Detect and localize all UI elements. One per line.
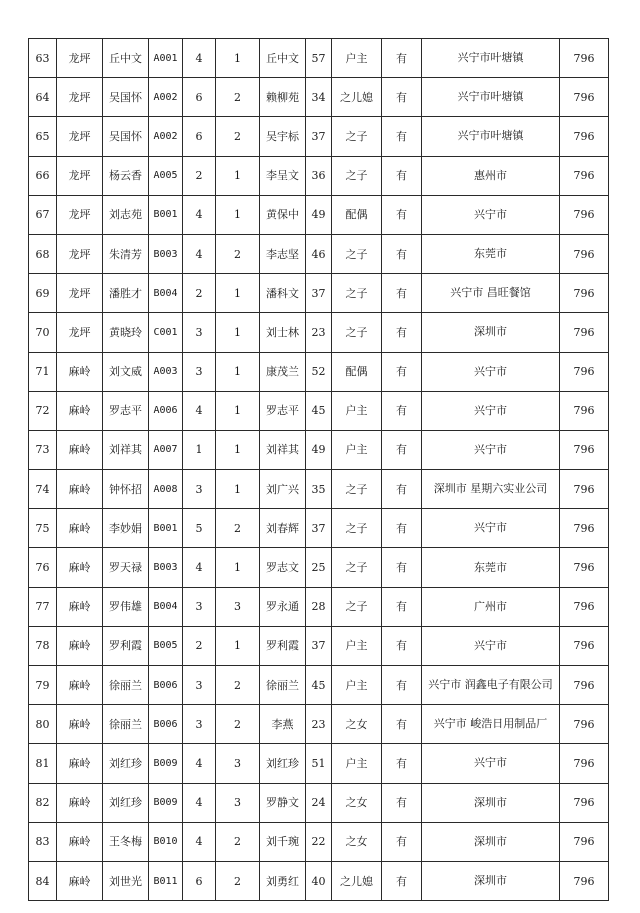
worker-name-cell: 吴宇标 <box>260 117 306 156</box>
age-cell: 37 <box>306 626 332 665</box>
household-size-cell: 4 <box>183 39 216 78</box>
age-cell: 22 <box>306 822 332 861</box>
household-size-cell: 4 <box>183 744 216 783</box>
workplace-cell: 兴宁市叶塘镇 <box>422 78 560 117</box>
household-head-cell: 钟怀招 <box>103 470 149 509</box>
workplace-cell: 惠州市 <box>422 156 560 195</box>
age-cell: 23 <box>306 705 332 744</box>
age-cell: 37 <box>306 274 332 313</box>
relation-cell: 之子 <box>332 509 382 548</box>
amount-cell: 796 <box>560 156 609 195</box>
employment-subsidy-table <box>28 38 609 901</box>
household-size-cell: 6 <box>183 861 216 900</box>
worker-name-cell: 黄保中 <box>260 195 306 234</box>
table-row <box>29 39 609 78</box>
table-row <box>29 313 609 352</box>
document-page <box>28 38 608 901</box>
age-cell: 45 <box>306 666 332 705</box>
household-code-cell: B003 <box>149 234 183 273</box>
workplace-cell: 深圳市 <box>422 313 560 352</box>
row-number-cell: 78 <box>29 626 57 665</box>
household-size-cell: 3 <box>183 705 216 744</box>
amount-cell: 796 <box>560 117 609 156</box>
worker-count-cell: 2 <box>216 822 260 861</box>
table-row <box>29 509 609 548</box>
row-number-cell: 72 <box>29 391 57 430</box>
worker-count-cell: 2 <box>216 509 260 548</box>
village-cell: 麻岭 <box>57 470 103 509</box>
worker-name-cell: 罗志文 <box>260 548 306 587</box>
household-size-cell: 4 <box>183 783 216 822</box>
table-row <box>29 352 609 391</box>
household-code-cell: B003 <box>149 548 183 587</box>
amount-cell: 796 <box>560 861 609 900</box>
household-size-cell: 5 <box>183 509 216 548</box>
contract-cell: 有 <box>382 744 422 783</box>
workplace-cell: 兴宁市 <box>422 352 560 391</box>
age-cell: 36 <box>306 156 332 195</box>
relation-cell: 之子 <box>332 117 382 156</box>
row-number-cell: 70 <box>29 313 57 352</box>
worker-count-cell: 2 <box>216 705 260 744</box>
household-head-cell: 朱清芳 <box>103 234 149 273</box>
worker-name-cell: 罗静文 <box>260 783 306 822</box>
contract-cell: 有 <box>382 313 422 352</box>
worker-count-cell: 1 <box>216 313 260 352</box>
household-head-cell: 刘志苑 <box>103 195 149 234</box>
row-number-cell: 83 <box>29 822 57 861</box>
household-head-cell: 刘红珍 <box>103 783 149 822</box>
workplace-cell: 东莞市 <box>422 234 560 273</box>
row-number-cell: 82 <box>29 783 57 822</box>
contract-cell: 有 <box>382 822 422 861</box>
amount-cell: 796 <box>560 234 609 273</box>
relation-cell: 之儿媳 <box>332 861 382 900</box>
worker-name-cell: 李呈文 <box>260 156 306 195</box>
row-number-cell: 77 <box>29 587 57 626</box>
row-number-cell: 81 <box>29 744 57 783</box>
amount-cell: 796 <box>560 666 609 705</box>
amount-cell: 796 <box>560 195 609 234</box>
amount-cell: 796 <box>560 352 609 391</box>
table-row <box>29 783 609 822</box>
table-row <box>29 430 609 469</box>
household-size-cell: 6 <box>183 78 216 117</box>
workplace-cell: 深圳市 <box>422 783 560 822</box>
contract-cell: 有 <box>382 470 422 509</box>
household-size-cell: 3 <box>183 352 216 391</box>
workplace-cell: 兴宁市 <box>422 430 560 469</box>
workplace-cell: 深圳市 <box>422 822 560 861</box>
age-cell: 40 <box>306 861 332 900</box>
relation-cell: 户主 <box>332 626 382 665</box>
worker-count-cell: 1 <box>216 195 260 234</box>
workplace-cell: 兴宁市 <box>422 744 560 783</box>
village-cell: 麻岭 <box>57 391 103 430</box>
worker-name-cell: 刘千琬 <box>260 822 306 861</box>
household-code-cell: B006 <box>149 666 183 705</box>
worker-name-cell: 刘红珍 <box>260 744 306 783</box>
household-head-cell: 吴国怀 <box>103 117 149 156</box>
household-code-cell: C001 <box>149 313 183 352</box>
table-row <box>29 626 609 665</box>
worker-count-cell: 1 <box>216 626 260 665</box>
contract-cell: 有 <box>382 587 422 626</box>
contract-cell: 有 <box>382 274 422 313</box>
workplace-cell: 兴宁市叶塘镇 <box>422 39 560 78</box>
age-cell: 37 <box>306 509 332 548</box>
household-size-cell: 4 <box>183 822 216 861</box>
worker-name-cell: 刘祥其 <box>260 430 306 469</box>
workplace-cell: 东莞市 <box>422 548 560 587</box>
household-code-cell: A003 <box>149 352 183 391</box>
row-number-cell: 69 <box>29 274 57 313</box>
amount-cell: 796 <box>560 274 609 313</box>
household-code-cell: B011 <box>149 861 183 900</box>
village-cell: 龙坪 <box>57 195 103 234</box>
worker-count-cell: 3 <box>216 587 260 626</box>
village-cell: 龙坪 <box>57 39 103 78</box>
workplace-cell: 兴宁市 <box>422 626 560 665</box>
village-cell: 麻岭 <box>57 430 103 469</box>
worker-name-cell: 赖柳苑 <box>260 78 306 117</box>
household-head-cell: 徐丽兰 <box>103 666 149 705</box>
amount-cell: 796 <box>560 744 609 783</box>
worker-name-cell: 丘中文 <box>260 39 306 78</box>
worker-count-cell: 3 <box>216 783 260 822</box>
worker-count-cell: 2 <box>216 78 260 117</box>
village-cell: 麻岭 <box>57 744 103 783</box>
worker-name-cell: 李志坚 <box>260 234 306 273</box>
household-head-cell: 李妙娟 <box>103 509 149 548</box>
village-cell: 龙坪 <box>57 234 103 273</box>
age-cell: 49 <box>306 195 332 234</box>
household-code-cell: A005 <box>149 156 183 195</box>
relation-cell: 之子 <box>332 470 382 509</box>
workplace-cell: 兴宁市 <box>422 509 560 548</box>
household-size-cell: 2 <box>183 626 216 665</box>
table-row <box>29 156 609 195</box>
workplace-cell: 兴宁市 昌旺餐馆 <box>422 274 560 313</box>
household-head-cell: 罗志平 <box>103 391 149 430</box>
village-cell: 麻岭 <box>57 705 103 744</box>
age-cell: 28 <box>306 587 332 626</box>
contract-cell: 有 <box>382 705 422 744</box>
age-cell: 34 <box>306 78 332 117</box>
workplace-cell: 兴宁市 润鑫电子有限公司 <box>422 666 560 705</box>
relation-cell: 户主 <box>332 744 382 783</box>
table-row <box>29 587 609 626</box>
household-head-cell: 丘中文 <box>103 39 149 78</box>
worker-name-cell: 刘春辉 <box>260 509 306 548</box>
village-cell: 麻岭 <box>57 509 103 548</box>
row-number-cell: 68 <box>29 234 57 273</box>
workplace-cell: 兴宁市 峻浩日用制品厂 <box>422 705 560 744</box>
relation-cell: 之儿媳 <box>332 78 382 117</box>
household-head-cell: 杨云香 <box>103 156 149 195</box>
age-cell: 49 <box>306 430 332 469</box>
amount-cell: 796 <box>560 509 609 548</box>
row-number-cell: 67 <box>29 195 57 234</box>
amount-cell: 796 <box>560 626 609 665</box>
household-code-cell: A001 <box>149 39 183 78</box>
worker-count-cell: 2 <box>216 234 260 273</box>
amount-cell: 796 <box>560 705 609 744</box>
worker-name-cell: 罗利霞 <box>260 626 306 665</box>
village-cell: 龙坪 <box>57 156 103 195</box>
worker-name-cell: 罗永通 <box>260 587 306 626</box>
contract-cell: 有 <box>382 78 422 117</box>
table-row <box>29 274 609 313</box>
contract-cell: 有 <box>382 352 422 391</box>
amount-cell: 796 <box>560 78 609 117</box>
contract-cell: 有 <box>382 156 422 195</box>
relation-cell: 户主 <box>332 430 382 469</box>
worker-name-cell: 刘士林 <box>260 313 306 352</box>
household-code-cell: B010 <box>149 822 183 861</box>
worker-count-cell: 1 <box>216 156 260 195</box>
table-row <box>29 744 609 783</box>
contract-cell: 有 <box>382 234 422 273</box>
village-cell: 麻岭 <box>57 626 103 665</box>
village-cell: 龙坪 <box>57 78 103 117</box>
amount-cell: 796 <box>560 470 609 509</box>
household-code-cell: B009 <box>149 783 183 822</box>
row-number-cell: 74 <box>29 470 57 509</box>
amount-cell: 796 <box>560 313 609 352</box>
workplace-cell: 深圳市 星期六实业公司 <box>422 470 560 509</box>
table-row <box>29 822 609 861</box>
workplace-cell: 广州市 <box>422 587 560 626</box>
row-number-cell: 63 <box>29 39 57 78</box>
workplace-cell: 深圳市 <box>422 861 560 900</box>
age-cell: 37 <box>306 117 332 156</box>
table-row <box>29 666 609 705</box>
household-size-cell: 2 <box>183 156 216 195</box>
household-code-cell: B001 <box>149 509 183 548</box>
contract-cell: 有 <box>382 117 422 156</box>
relation-cell: 户主 <box>332 39 382 78</box>
village-cell: 麻岭 <box>57 783 103 822</box>
age-cell: 57 <box>306 39 332 78</box>
worker-count-cell: 1 <box>216 391 260 430</box>
contract-cell: 有 <box>382 509 422 548</box>
relation-cell: 之女 <box>332 705 382 744</box>
relation-cell: 之子 <box>332 234 382 273</box>
contract-cell: 有 <box>382 861 422 900</box>
row-number-cell: 73 <box>29 430 57 469</box>
table-body <box>29 39 609 901</box>
household-size-cell: 4 <box>183 195 216 234</box>
household-head-cell: 王冬梅 <box>103 822 149 861</box>
table-row <box>29 391 609 430</box>
worker-count-cell: 1 <box>216 430 260 469</box>
table-row <box>29 705 609 744</box>
worker-name-cell: 刘勇红 <box>260 861 306 900</box>
contract-cell: 有 <box>382 626 422 665</box>
relation-cell: 配偶 <box>332 352 382 391</box>
workplace-cell: 兴宁市叶塘镇 <box>422 117 560 156</box>
row-number-cell: 64 <box>29 78 57 117</box>
age-cell: 24 <box>306 783 332 822</box>
household-size-cell: 3 <box>183 666 216 705</box>
workplace-cell: 兴宁市 <box>422 195 560 234</box>
amount-cell: 796 <box>560 430 609 469</box>
worker-count-cell: 3 <box>216 744 260 783</box>
village-cell: 麻岭 <box>57 822 103 861</box>
table-row <box>29 470 609 509</box>
relation-cell: 配偶 <box>332 195 382 234</box>
worker-name-cell: 李燕 <box>260 705 306 744</box>
row-number-cell: 76 <box>29 548 57 587</box>
household-code-cell: B009 <box>149 744 183 783</box>
household-code-cell: A007 <box>149 430 183 469</box>
household-size-cell: 3 <box>183 587 216 626</box>
village-cell: 龙坪 <box>57 313 103 352</box>
household-head-cell: 罗天禄 <box>103 548 149 587</box>
contract-cell: 有 <box>382 391 422 430</box>
amount-cell: 796 <box>560 822 609 861</box>
worker-name-cell: 刘广兴 <box>260 470 306 509</box>
worker-name-cell: 康茂兰 <box>260 352 306 391</box>
age-cell: 46 <box>306 234 332 273</box>
table-row <box>29 548 609 587</box>
household-size-cell: 4 <box>183 391 216 430</box>
amount-cell: 796 <box>560 39 609 78</box>
village-cell: 麻岭 <box>57 548 103 587</box>
amount-cell: 796 <box>560 391 609 430</box>
household-code-cell: A006 <box>149 391 183 430</box>
row-number-cell: 84 <box>29 861 57 900</box>
household-size-cell: 3 <box>183 313 216 352</box>
worker-name-cell: 罗志平 <box>260 391 306 430</box>
age-cell: 25 <box>306 548 332 587</box>
relation-cell: 之女 <box>332 822 382 861</box>
workplace-cell: 兴宁市 <box>422 391 560 430</box>
worker-count-cell: 1 <box>216 274 260 313</box>
amount-cell: 796 <box>560 587 609 626</box>
amount-cell: 796 <box>560 548 609 587</box>
row-number-cell: 66 <box>29 156 57 195</box>
household-head-cell: 徐丽兰 <box>103 705 149 744</box>
age-cell: 51 <box>306 744 332 783</box>
village-cell: 麻岭 <box>57 587 103 626</box>
household-head-cell: 刘祥其 <box>103 430 149 469</box>
household-head-cell: 刘红珍 <box>103 744 149 783</box>
table-row <box>29 78 609 117</box>
age-cell: 52 <box>306 352 332 391</box>
household-code-cell: B005 <box>149 626 183 665</box>
household-code-cell: B001 <box>149 195 183 234</box>
relation-cell: 户主 <box>332 391 382 430</box>
household-code-cell: B004 <box>149 587 183 626</box>
village-cell: 麻岭 <box>57 666 103 705</box>
row-number-cell: 65 <box>29 117 57 156</box>
relation-cell: 之子 <box>332 548 382 587</box>
row-number-cell: 71 <box>29 352 57 391</box>
household-code-cell: B004 <box>149 274 183 313</box>
worker-count-cell: 2 <box>216 666 260 705</box>
worker-count-cell: 1 <box>216 39 260 78</box>
row-number-cell: 75 <box>29 509 57 548</box>
relation-cell: 之女 <box>332 783 382 822</box>
household-size-cell: 4 <box>183 234 216 273</box>
household-code-cell: A002 <box>149 117 183 156</box>
age-cell: 35 <box>306 470 332 509</box>
village-cell: 龙坪 <box>57 117 103 156</box>
worker-count-cell: 1 <box>216 352 260 391</box>
worker-count-cell: 1 <box>216 548 260 587</box>
household-code-cell: A008 <box>149 470 183 509</box>
relation-cell: 之子 <box>332 274 382 313</box>
village-cell: 麻岭 <box>57 861 103 900</box>
household-head-cell: 潘胜才 <box>103 274 149 313</box>
row-number-cell: 79 <box>29 666 57 705</box>
household-head-cell: 吴国怀 <box>103 78 149 117</box>
relation-cell: 之子 <box>332 587 382 626</box>
contract-cell: 有 <box>382 195 422 234</box>
household-head-cell: 罗利霞 <box>103 626 149 665</box>
relation-cell: 之子 <box>332 313 382 352</box>
worker-count-cell: 2 <box>216 117 260 156</box>
household-code-cell: A002 <box>149 78 183 117</box>
worker-count-cell: 1 <box>216 470 260 509</box>
contract-cell: 有 <box>382 783 422 822</box>
household-size-cell: 4 <box>183 548 216 587</box>
worker-name-cell: 徐丽兰 <box>260 666 306 705</box>
household-size-cell: 6 <box>183 117 216 156</box>
village-cell: 麻岭 <box>57 352 103 391</box>
household-size-cell: 1 <box>183 430 216 469</box>
row-number-cell: 80 <box>29 705 57 744</box>
household-size-cell: 3 <box>183 470 216 509</box>
household-head-cell: 刘世光 <box>103 861 149 900</box>
relation-cell: 户主 <box>332 666 382 705</box>
contract-cell: 有 <box>382 548 422 587</box>
household-head-cell: 刘文威 <box>103 352 149 391</box>
village-cell: 龙坪 <box>57 274 103 313</box>
household-size-cell: 2 <box>183 274 216 313</box>
table-row <box>29 234 609 273</box>
household-head-cell: 罗伟雄 <box>103 587 149 626</box>
table-row <box>29 861 609 900</box>
amount-cell: 796 <box>560 783 609 822</box>
age-cell: 23 <box>306 313 332 352</box>
contract-cell: 有 <box>382 39 422 78</box>
household-code-cell: B006 <box>149 705 183 744</box>
contract-cell: 有 <box>382 430 422 469</box>
worker-name-cell: 潘科文 <box>260 274 306 313</box>
age-cell: 45 <box>306 391 332 430</box>
table-row <box>29 117 609 156</box>
table-row <box>29 195 609 234</box>
contract-cell: 有 <box>382 666 422 705</box>
worker-count-cell: 2 <box>216 861 260 900</box>
relation-cell: 之子 <box>332 156 382 195</box>
household-head-cell: 黄晓玲 <box>103 313 149 352</box>
